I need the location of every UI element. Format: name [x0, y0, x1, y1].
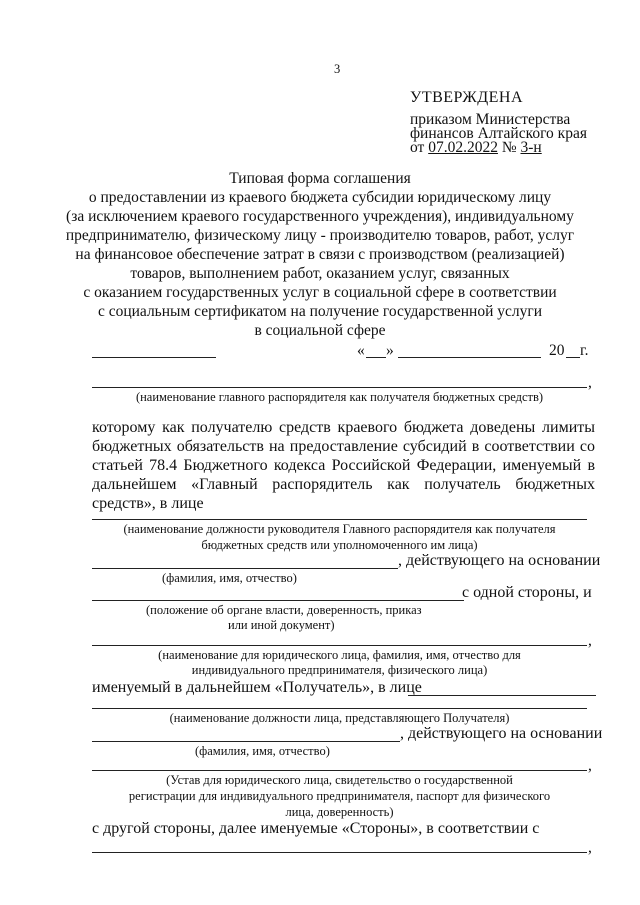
one-side-text: с одной стороны, и — [462, 584, 592, 601]
comma: , — [588, 374, 592, 391]
other-side-text: с другой стороны, далее именуемые «Стороны», в соответствии с — [92, 820, 540, 837]
recipient-fio-field[interactable] — [92, 741, 400, 742]
acting-basis-text-2: , действующего на основании — [400, 725, 603, 742]
recipient-named-text: именуемый в дальнейшем «Получатель», в лице — [92, 679, 422, 696]
head-fio-field[interactable] — [92, 568, 398, 569]
recipient-rep-field-1[interactable] — [408, 695, 596, 696]
comma: , — [588, 839, 592, 856]
place-field[interactable] — [92, 357, 216, 358]
form-title-line: предпринимателю, физическому лицу - производителю товаров, работ, услуг — [65, 227, 575, 244]
recipient-name-field[interactable] — [92, 645, 587, 646]
quote-right: » — [386, 342, 394, 359]
day-field[interactable] — [366, 357, 386, 358]
approval-line-1: приказом Министерства — [410, 111, 571, 128]
main-distributor-field[interactable] — [92, 387, 587, 388]
approval-from-label: от — [410, 139, 429, 156]
page-number: 3 — [334, 62, 341, 76]
authority-doc-caption-1: (положение об органе власти, доверенность, приказ — [146, 603, 422, 617]
approval-number: 3-н — [520, 139, 542, 156]
authority-doc-caption-2: или иной документ) — [228, 618, 335, 632]
recipient-name-caption-2: индивидуального предпринимателя, физического лица) — [191, 663, 488, 677]
recipient-position-caption: (наименование должности лица, представляющего Получателя) — [169, 711, 510, 725]
approval-line-3 — [410, 140, 542, 155]
form-title-line: (за исключением краевого государственного учреждения), индивидуальному — [66, 208, 574, 225]
form-title-line: товаров, выполнением работ, оказанием услуг, связанных — [130, 265, 510, 282]
basis-caption-3: лица, доверенность) — [285, 805, 394, 819]
paragraph: которому как получателю средств краевого бюджета доведены лимиты бюджетных обязательств на предоставление субсидий в соответствии со статьей 78.4 Бюджетного кодекса Российской Федерации, именуемый в дальнейшем «Главный распорядитель как получатель бюджетных средств», в лице — [92, 419, 595, 512]
quote-left: « — [357, 342, 365, 359]
form-title-line: с оказанием государственных услуг в социальной сфере в соответствии — [83, 284, 557, 301]
head-position-field[interactable] — [92, 519, 587, 520]
form-title-line: на финансовое обеспечение затрат в связи с производством (реализацией) — [75, 246, 565, 263]
main-distributor-caption: (наименование главного распорядителя как получателя бюджетных средств) — [135, 390, 544, 404]
approval-title: УТВЕРЖДЕНА — [410, 89, 524, 106]
recipient-rep-field-2[interactable] — [92, 708, 587, 709]
comma: , — [588, 757, 592, 774]
basis-caption-1: (Устав для юридического лица, свидетельство о государственной — [166, 773, 513, 787]
head-position-caption-2: бюджетных средств или уполномоченного им лица) — [201, 538, 478, 552]
head-position-caption-1: (наименование должности руководителя Главного распорядителя как получателя — [123, 522, 556, 536]
comma: , — [588, 632, 592, 649]
recipient-name-caption-1: (наименование для юридического лица, фамилия, имя, отчество для — [158, 648, 521, 662]
fio-caption-2: (фамилия, имя, отчество) — [195, 744, 330, 758]
year-suffix: г. — [580, 342, 589, 359]
approval-number-label: № — [497, 139, 521, 156]
year-prefix: 20 — [549, 342, 565, 359]
form-title-line: в социальной сфере — [254, 322, 386, 339]
form-title-line: о предоставлении из краевого бюджета субсидии юридическому лицу — [88, 189, 552, 206]
authority-doc-field[interactable] — [92, 600, 464, 601]
form-title-line: Типовая форма соглашения — [229, 170, 411, 187]
fio-caption-1: (фамилия, имя, отчество) — [162, 571, 297, 585]
basis-caption-2: регистрации для индивидуального предпринимателя, паспорт для физического — [128, 789, 551, 803]
basis-field[interactable] — [92, 770, 587, 771]
form-title-line: с социальным сертификатом на получение государственной услуги — [97, 303, 543, 320]
year-field[interactable] — [566, 357, 580, 358]
agreement-basis-field[interactable] — [92, 852, 587, 853]
month-field[interactable] — [398, 357, 541, 358]
approval-line-2: финансов Алтайского края — [410, 125, 587, 142]
approval-date: 07.02.2022 — [428, 139, 498, 156]
acting-basis-text-1: , действующего на основании — [398, 552, 601, 569]
